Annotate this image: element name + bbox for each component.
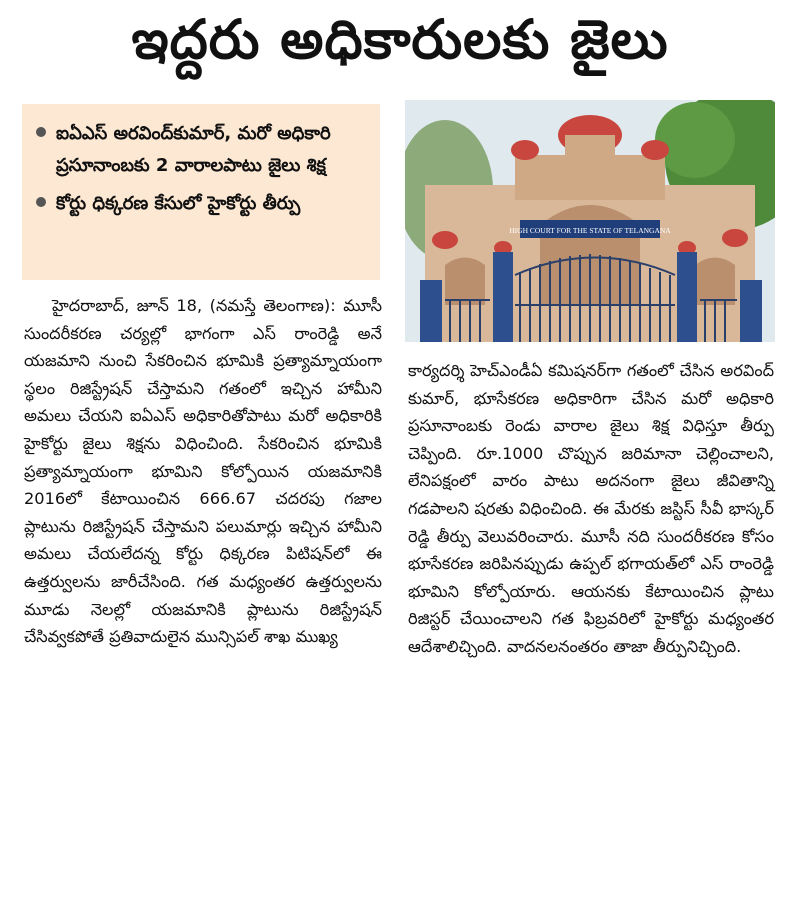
bullet-icon [36, 197, 46, 207]
highlight-item [36, 188, 368, 220]
tree-right-2 [655, 102, 735, 178]
article-text: హైదరాబాద్, జూన్ 18, (నమస్తే తెలంగాణ): మూసీ సుందరీకరణ చర్యల్లో భాగంగా ఎస్ రాంరెడ్డి అనే యజమాని నుంచి సేకరించిన భూమికి ప్రత్యామ్నాయంగా స్థలం రిజిస్ట్రేషన్ చేస్తామని గతంలో ఇచ్చిన హామీని అమలు చేయని ఐఏఎస్ అధికారితోపాటు మరో అధికారికి హైకోర్టు జైలు శిక్షను విధించింది. సేకరించిన భూమికి ప్రత్యామ్నాయంగా భూమిని కోల్పోయిన యజమానికి 2016లో కేటాయించిన 666.67 చదరపు గజాల ప్లాటును రిజిస్ట్రేషన్ చేస్తామని పలుమార్లు ఇచ్చిన హామీని అమలు చేయలేదన్న కోర్టు ధిక్కరణ పిటిషన్‌లో ఈ ఉత్తర్వులను జారీచేసింది. గత మధ్యంతర ఉత్తర్వులను మూడు నెలల్లో యజమానికి ప్లాటును రిజిస్ట్రేషన్ చేసివ్వకపోతే ప్రతివాదులైన మున్సిపల్ శాఖ ముఖ్య [24, 296, 382, 647]
article-column-1 [24, 292, 382, 651]
gate-pillar [420, 280, 442, 342]
highlight-item [36, 118, 368, 182]
main-dome-drum [565, 135, 615, 157]
corner-dome-right [722, 229, 748, 247]
gate-pillar [493, 252, 513, 342]
gate-pillar [677, 252, 697, 342]
bullet-icon [36, 127, 46, 137]
court-sign-text: HIGH COURT FOR THE STATE OF TELANGANA [509, 226, 671, 235]
gate-pillar [740, 280, 762, 342]
article-text: కార్యదర్శి హెచ్‌ఎండీఏ కమిషనర్‌గా గతంలో చేసిన అరవింద్ కుమార్, భూసేకరణ అధికారిగా చేసిన మరో అధికారి ప్రసూనాంబకు రెండు వారాల జైలు శిక్ష విధిస్తూ తీర్పు చెప్పింది. రూ.1000 చొప్పున జరిమానా చెల్లించాలని, లేనిపక్షంలో వారం పాటు అదనంగా జైలు జీవితాన్ని గడపాలని షరతు విధించింది. ఈ మేరకు జస్టిస్ సీవీ భాస్కర్ రెడ్డి తీర్పు వెలువరించారు. మూసీ నది సుందరీకరణ కోసం భూసేకరణ జరిపినప్పుడు ఉప్పల్ భగాయత్‌లో ఎస్ రాంరెడ్డి భూమిని కోల్పోయారు. ఆయనకు కేటాయించిన ప్లాటు రిజిస్టర్ చేయించాలని గత ఫిబ్రవరిలో హైకోర్టు మధ్యంతర ఆదేశాలిచ్చింది. వాదనలనంతరం తాజా తీర్పునిచ్చింది. [408, 361, 774, 656]
highlight-text: కోర్టు ధిక్కరణ కేసులో హైకోర్టు తీర్పు [56, 193, 301, 214]
headline: ఇద్దరు అధికారులకు జైలు [131, 7, 669, 71]
high-court-photo [405, 100, 775, 342]
small-dome-right [641, 140, 669, 160]
building-upper [515, 155, 665, 200]
article-column-2 [408, 357, 774, 661]
highlight-text: ఐఏఎస్ అరవింద్‌కుమార్, మరో అధికారి ప్రసూనాంబకు 2 వారాలపాటు జైలు శిక్ష [56, 123, 331, 176]
corner-dome-left [432, 231, 458, 249]
small-dome-left [511, 140, 539, 160]
highlights-box [22, 104, 380, 280]
